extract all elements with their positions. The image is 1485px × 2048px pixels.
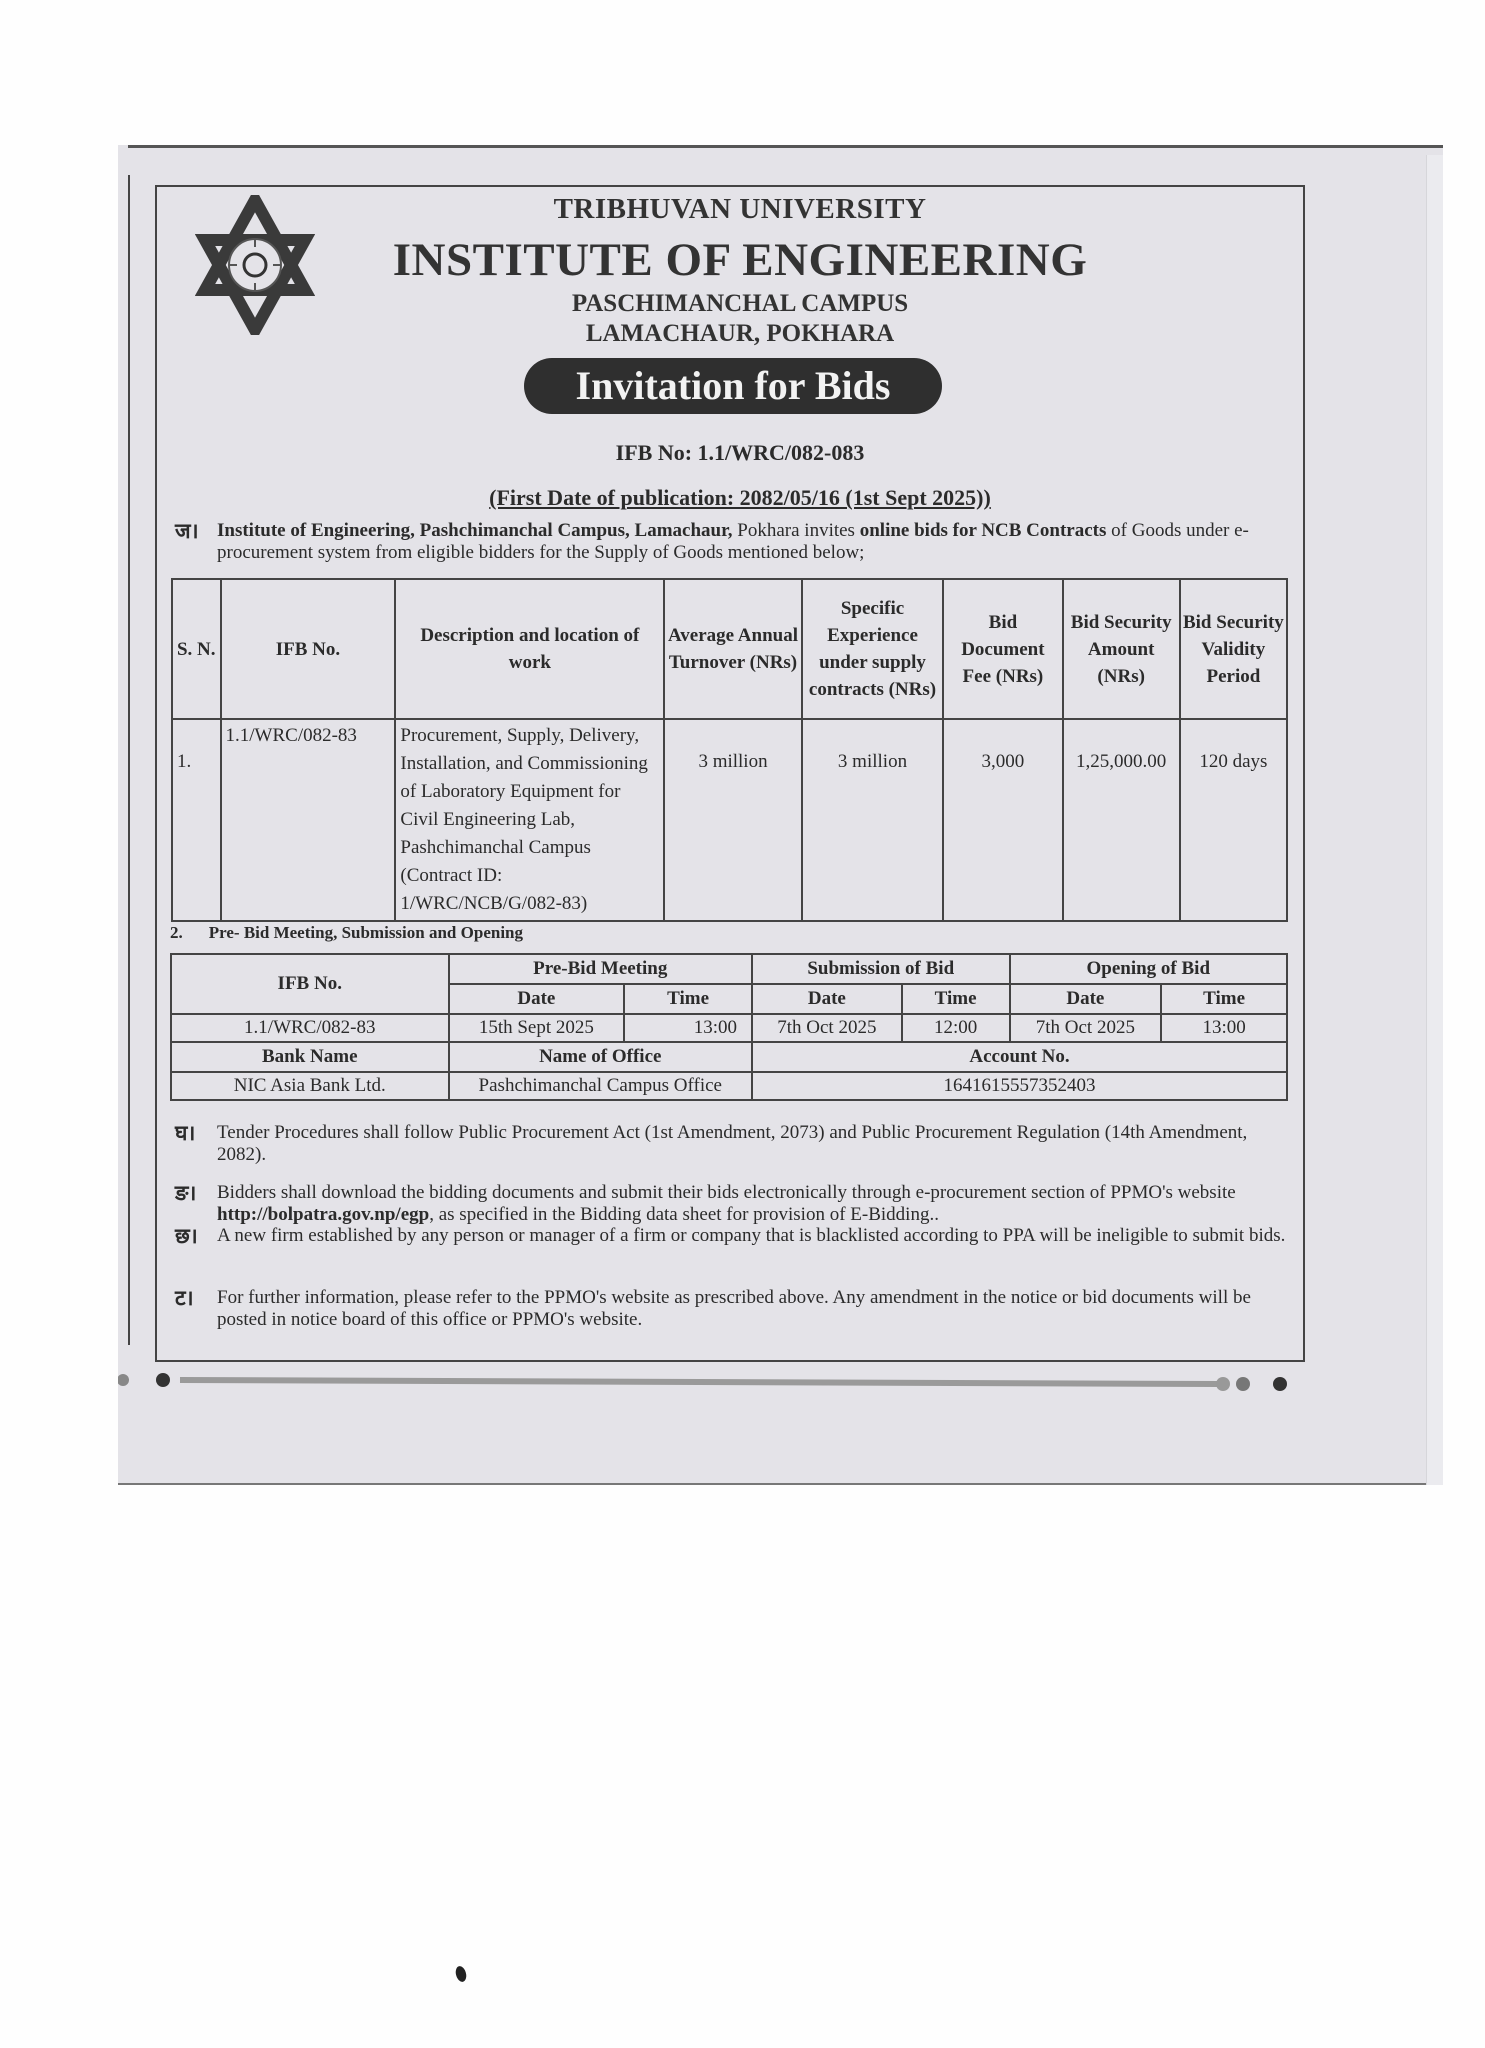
header-prebid: Pre-Bid Meeting (449, 954, 752, 984)
cell-office: Pashchimanchal Campus Office (449, 1072, 752, 1100)
publication-date: (First Date of publication: 2082/05/16 (1st Sept 2025)) (489, 485, 991, 510)
table-row (171, 1014, 1287, 1042)
cell-validity: 120 days (1180, 719, 1287, 921)
clause-marker: घ। (175, 1121, 196, 1145)
intro-bold-org: Institute of Engineering, Pashchimanchal Campus, Lamachaur, (217, 520, 733, 541)
invitation-banner: Invitation for Bids (524, 358, 942, 414)
clause-marker: छ। (175, 1224, 198, 1248)
clause-text-part: , as specified in the Bidding data sheet for provision of E-Bidding.. (429, 1204, 939, 1225)
clause-procedures (175, 1122, 1295, 1166)
header-opening: Opening of Bid (1010, 954, 1287, 984)
header-opening-time: Time (1161, 984, 1287, 1014)
clause-further-info (175, 1287, 1295, 1331)
institute-name: INSTITUTE OF ENGINEERING (392, 234, 1088, 286)
header-security-amount: Bid Security Amount (NRs) (1063, 579, 1180, 719)
header-ifb: IFB No. (171, 954, 449, 1014)
cell-opening-date: 7th Oct 2025 (1010, 1014, 1162, 1042)
clause-text: For further information, please refer to the PPMO's website as prescribed above. Any amendment in the notice or bid documents will be posted in notice board of this office or PPMO's website. (217, 1287, 1251, 1330)
clause-download (175, 1182, 1295, 1226)
section-number: 2. (170, 923, 183, 942)
header-doc-fee: Bid Document Fee (NRs) (943, 579, 1062, 719)
header-office: Name of Office (449, 1042, 752, 1072)
table-row (172, 719, 1287, 921)
header-validity: Bid Security Validity Period (1180, 579, 1287, 719)
cell-doc-fee: 3,000 (943, 719, 1062, 921)
cell-experience: 3 million (802, 719, 944, 921)
header-description: Description and location of work (395, 579, 664, 719)
header-sn: S. N. (172, 579, 221, 719)
campus-location: LAMACHAUR, POKHARA (585, 320, 895, 347)
intro-text-part: Pokhara invites (732, 520, 860, 541)
table-row (171, 1072, 1287, 1100)
clause-marker: ट। (175, 1286, 194, 1310)
clause-marker: ङ। (175, 1181, 197, 1205)
cell-account: 1641615557352403 (752, 1072, 1287, 1100)
cell-bank: NIC Asia Bank Ltd. (171, 1072, 449, 1100)
intro-text-part: of Goods under e-procurement system from eligible bidders for the Supply of Goods mentioned below; (217, 520, 1249, 563)
header-bank: Bank Name (171, 1042, 449, 1072)
header-turnover: Average Annual Turnover (NRs) (664, 579, 801, 719)
cell-opening-time: 13:00 (1161, 1014, 1287, 1042)
intro-paragraph (175, 520, 1295, 564)
cell-submission-time: 12:00 (902, 1014, 1010, 1042)
header-experience: Specific Experience under supply contracts (NRs) (802, 579, 944, 719)
clause-text (217, 1182, 1295, 1226)
ifb-number: IFB No: 1.1/WRC/082-083 (615, 440, 865, 465)
cell-turnover: 3 million (664, 719, 801, 921)
header-prebid-time: Time (624, 984, 752, 1014)
cell-ifb-no: 1.1/WRC/082-83 (221, 719, 396, 921)
section-2-heading (170, 923, 523, 943)
campus-name: PASCHIMANCHAL CAMPUS (571, 290, 909, 317)
schedule-header-row (171, 954, 1287, 984)
clipping-right-edge (1426, 155, 1443, 1485)
cell-prebid-time: 13:00 (624, 1014, 752, 1042)
cell-security-amount: 1,25,000.00 (1063, 719, 1180, 921)
intro-bold-contract: online bids for NCB Contracts (859, 520, 1107, 541)
decorative-divider-icon (118, 1372, 1298, 1392)
schedule-table (170, 953, 1288, 1101)
cell-sn: 1. (172, 719, 221, 921)
header-account: Account No. (752, 1042, 1287, 1072)
cell-prebid-date: 15th Sept 2025 (449, 1014, 625, 1042)
cell-description: Procurement, Supply, Delivery, Installation, and Commissioning of Laboratory Equipment for Civil Engineering Lab, Pashchimanchal Campus (Contract ID: 1/WRC/NCB/G/082-83) (395, 719, 664, 921)
ink-speck (454, 1965, 468, 1983)
bid-details-table (171, 578, 1288, 922)
header-submission: Submission of Bid (752, 954, 1010, 984)
section-title: Pre- Bid Meeting, Submission and Opening (208, 923, 523, 942)
header-submission-date: Date (752, 984, 902, 1014)
intro-text (217, 520, 1295, 564)
clause-marker: ज। (175, 519, 199, 543)
cell-submission-date: 7th Oct 2025 (752, 1014, 902, 1042)
tribhuvan-university-logo-icon (195, 195, 315, 335)
header-ifb-no: IFB No. (221, 579, 396, 719)
clipping-top-edge (128, 145, 1443, 148)
table-header-row (172, 579, 1287, 719)
clause-text-part: Bidders shall download the bidding documents and submit their bids electronically through e-procurement section of PPMO's website (217, 1182, 1236, 1203)
clause-text: Tender Procedures shall follow Public Procurement Act (1st Amendment, 2073) and Public Procurement Regulation (14th Amendment, 2082). (217, 1122, 1248, 1165)
cell-ifb: 1.1/WRC/082-83 (171, 1014, 449, 1042)
header-opening-date: Date (1010, 984, 1162, 1014)
egp-link[interactable]: http://bolpatra.gov.np/egp (217, 1204, 430, 1225)
header-prebid-date: Date (449, 984, 625, 1014)
clause-text: A new firm established by any person or manager of a firm or company that is blacklisted according to PPA will be ineligible to submit bids. (217, 1225, 1286, 1246)
bank-header-row (171, 1042, 1287, 1072)
column-rule (128, 175, 130, 1345)
clause-blacklist (175, 1225, 1295, 1247)
university-name: TRIBHUVAN UNIVERSITY (553, 193, 927, 225)
header-submission-time: Time (902, 984, 1010, 1014)
